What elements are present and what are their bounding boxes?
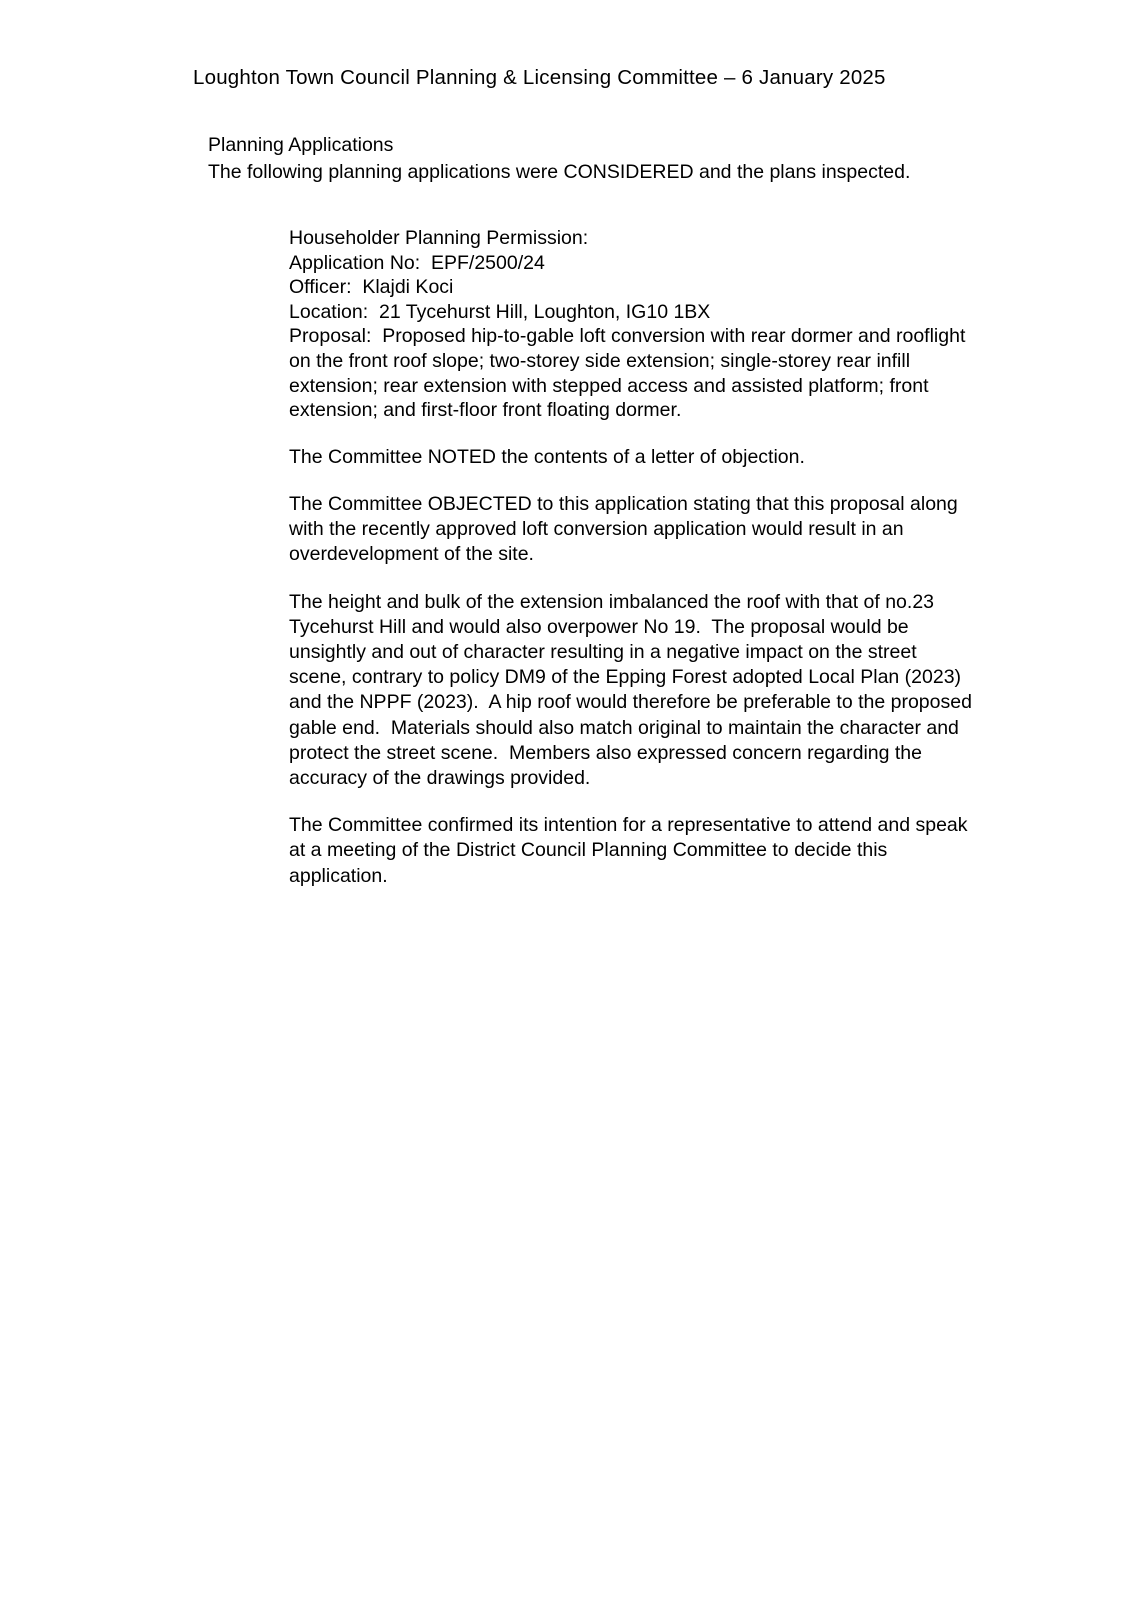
document-header: Loughton Town Council Planning & Licensing Committee – 6 January 2025 <box>193 66 886 89</box>
application-location: Location: 21 Tycehurst Hill, Loughton, IG10 1BX <box>289 300 711 323</box>
application-officer: Officer: Klajdi Koci <box>289 276 454 299</box>
committee-paragraph: The height and bulk of the extension imbalanced the roof with that of no.23 Tycehurst Hill and would also overpower No 19. The proposal would be unsightly and out of character resulting in a negative impact on the street scene, contrary to policy DM9 of the Epping Forest adopted Local Plan (2023) and the NPPF (2023). A hip roof would therefore be preferable to the proposed gable end. Materials should also match original to maintain the character and protect the street scene. Members also expressed concern regarding the accuracy of the drawings provided. <box>289 590 978 789</box>
application-number: Application No: EPF/2500/24 <box>289 251 545 274</box>
planning-applications-section <box>208 132 978 186</box>
application-proposal: Proposal: Proposed hip-to-gable loft conversion with rear dormer and rooflight on the front roof slope; two-storey side extension; single-storey rear infill extension; rear extension with stepped access and assisted platform; front extension; and first-floor front floating dormer. <box>289 325 971 422</box>
committee-paragraph: The Committee confirmed its intention for a representative to attend and speak at a meeting of the District Council Planning Committee to decide this application. <box>289 814 973 887</box>
application-entry <box>289 226 979 889</box>
section-intro: The following planning applications were CONSIDERED and the plans inspected. <box>208 161 911 183</box>
application-type-label: Householder Planning Permission: <box>289 227 589 249</box>
committee-paragraph: The Committee NOTED the contents of a letter of objection. <box>289 445 805 468</box>
committee-paragraph: The Committee OBJECTED to this application stating that this proposal along with the recently approved loft conversion application would result in an overdevelopment of the site. <box>289 492 964 566</box>
application-details <box>289 226 979 423</box>
section-title: Planning Applications <box>208 134 394 156</box>
